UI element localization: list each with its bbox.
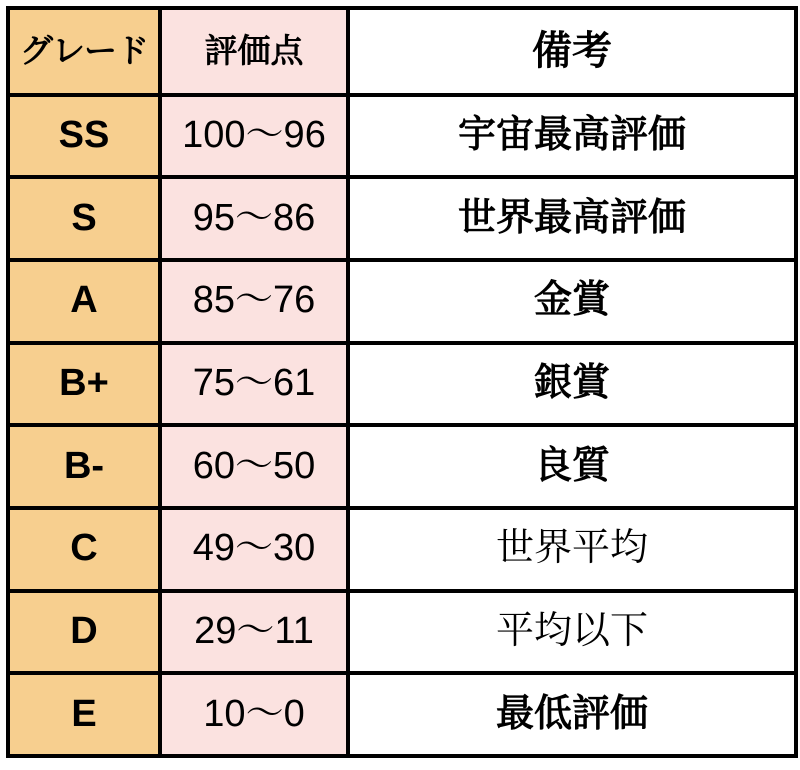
table-row: [8, 508, 796, 591]
table-header-row: [8, 8, 796, 95]
cell-score: 10〜0: [160, 673, 348, 756]
table-row: [8, 343, 796, 426]
cell-grade: SS: [8, 95, 160, 178]
cell-grade: B+: [8, 343, 160, 426]
cell-grade: E: [8, 673, 160, 756]
table-row: [8, 177, 796, 260]
header-remark: 備考: [348, 8, 796, 95]
cell-remark: 宇宙最高評価: [348, 95, 796, 178]
table-row: [8, 425, 796, 508]
cell-remark: 良質: [348, 425, 796, 508]
cell-grade: S: [8, 177, 160, 260]
cell-remark: 最低評価: [348, 673, 796, 756]
table-row: [8, 673, 796, 756]
cell-grade: B-: [8, 425, 160, 508]
cell-remark: 世界平均: [348, 508, 796, 591]
table-row: [8, 95, 796, 178]
cell-score: 75〜61: [160, 343, 348, 426]
cell-score: 29〜11: [160, 591, 348, 674]
cell-score: 85〜76: [160, 260, 348, 343]
cell-remark: 世界最高評価: [348, 177, 796, 260]
table-row: [8, 260, 796, 343]
table-row: [8, 591, 796, 674]
cell-grade: A: [8, 260, 160, 343]
grade-table: [6, 6, 798, 758]
cell-remark: 金賞: [348, 260, 796, 343]
cell-grade: D: [8, 591, 160, 674]
cell-score: 95〜86: [160, 177, 348, 260]
cell-score: 49〜30: [160, 508, 348, 591]
cell-remark: 平均以下: [348, 591, 796, 674]
header-score: 評価点: [160, 8, 348, 95]
cell-remark: 銀賞: [348, 343, 796, 426]
cell-score: 60〜50: [160, 425, 348, 508]
cell-grade: C: [8, 508, 160, 591]
header-grade: グレード: [8, 8, 160, 95]
cell-score: 100〜96: [160, 95, 348, 178]
